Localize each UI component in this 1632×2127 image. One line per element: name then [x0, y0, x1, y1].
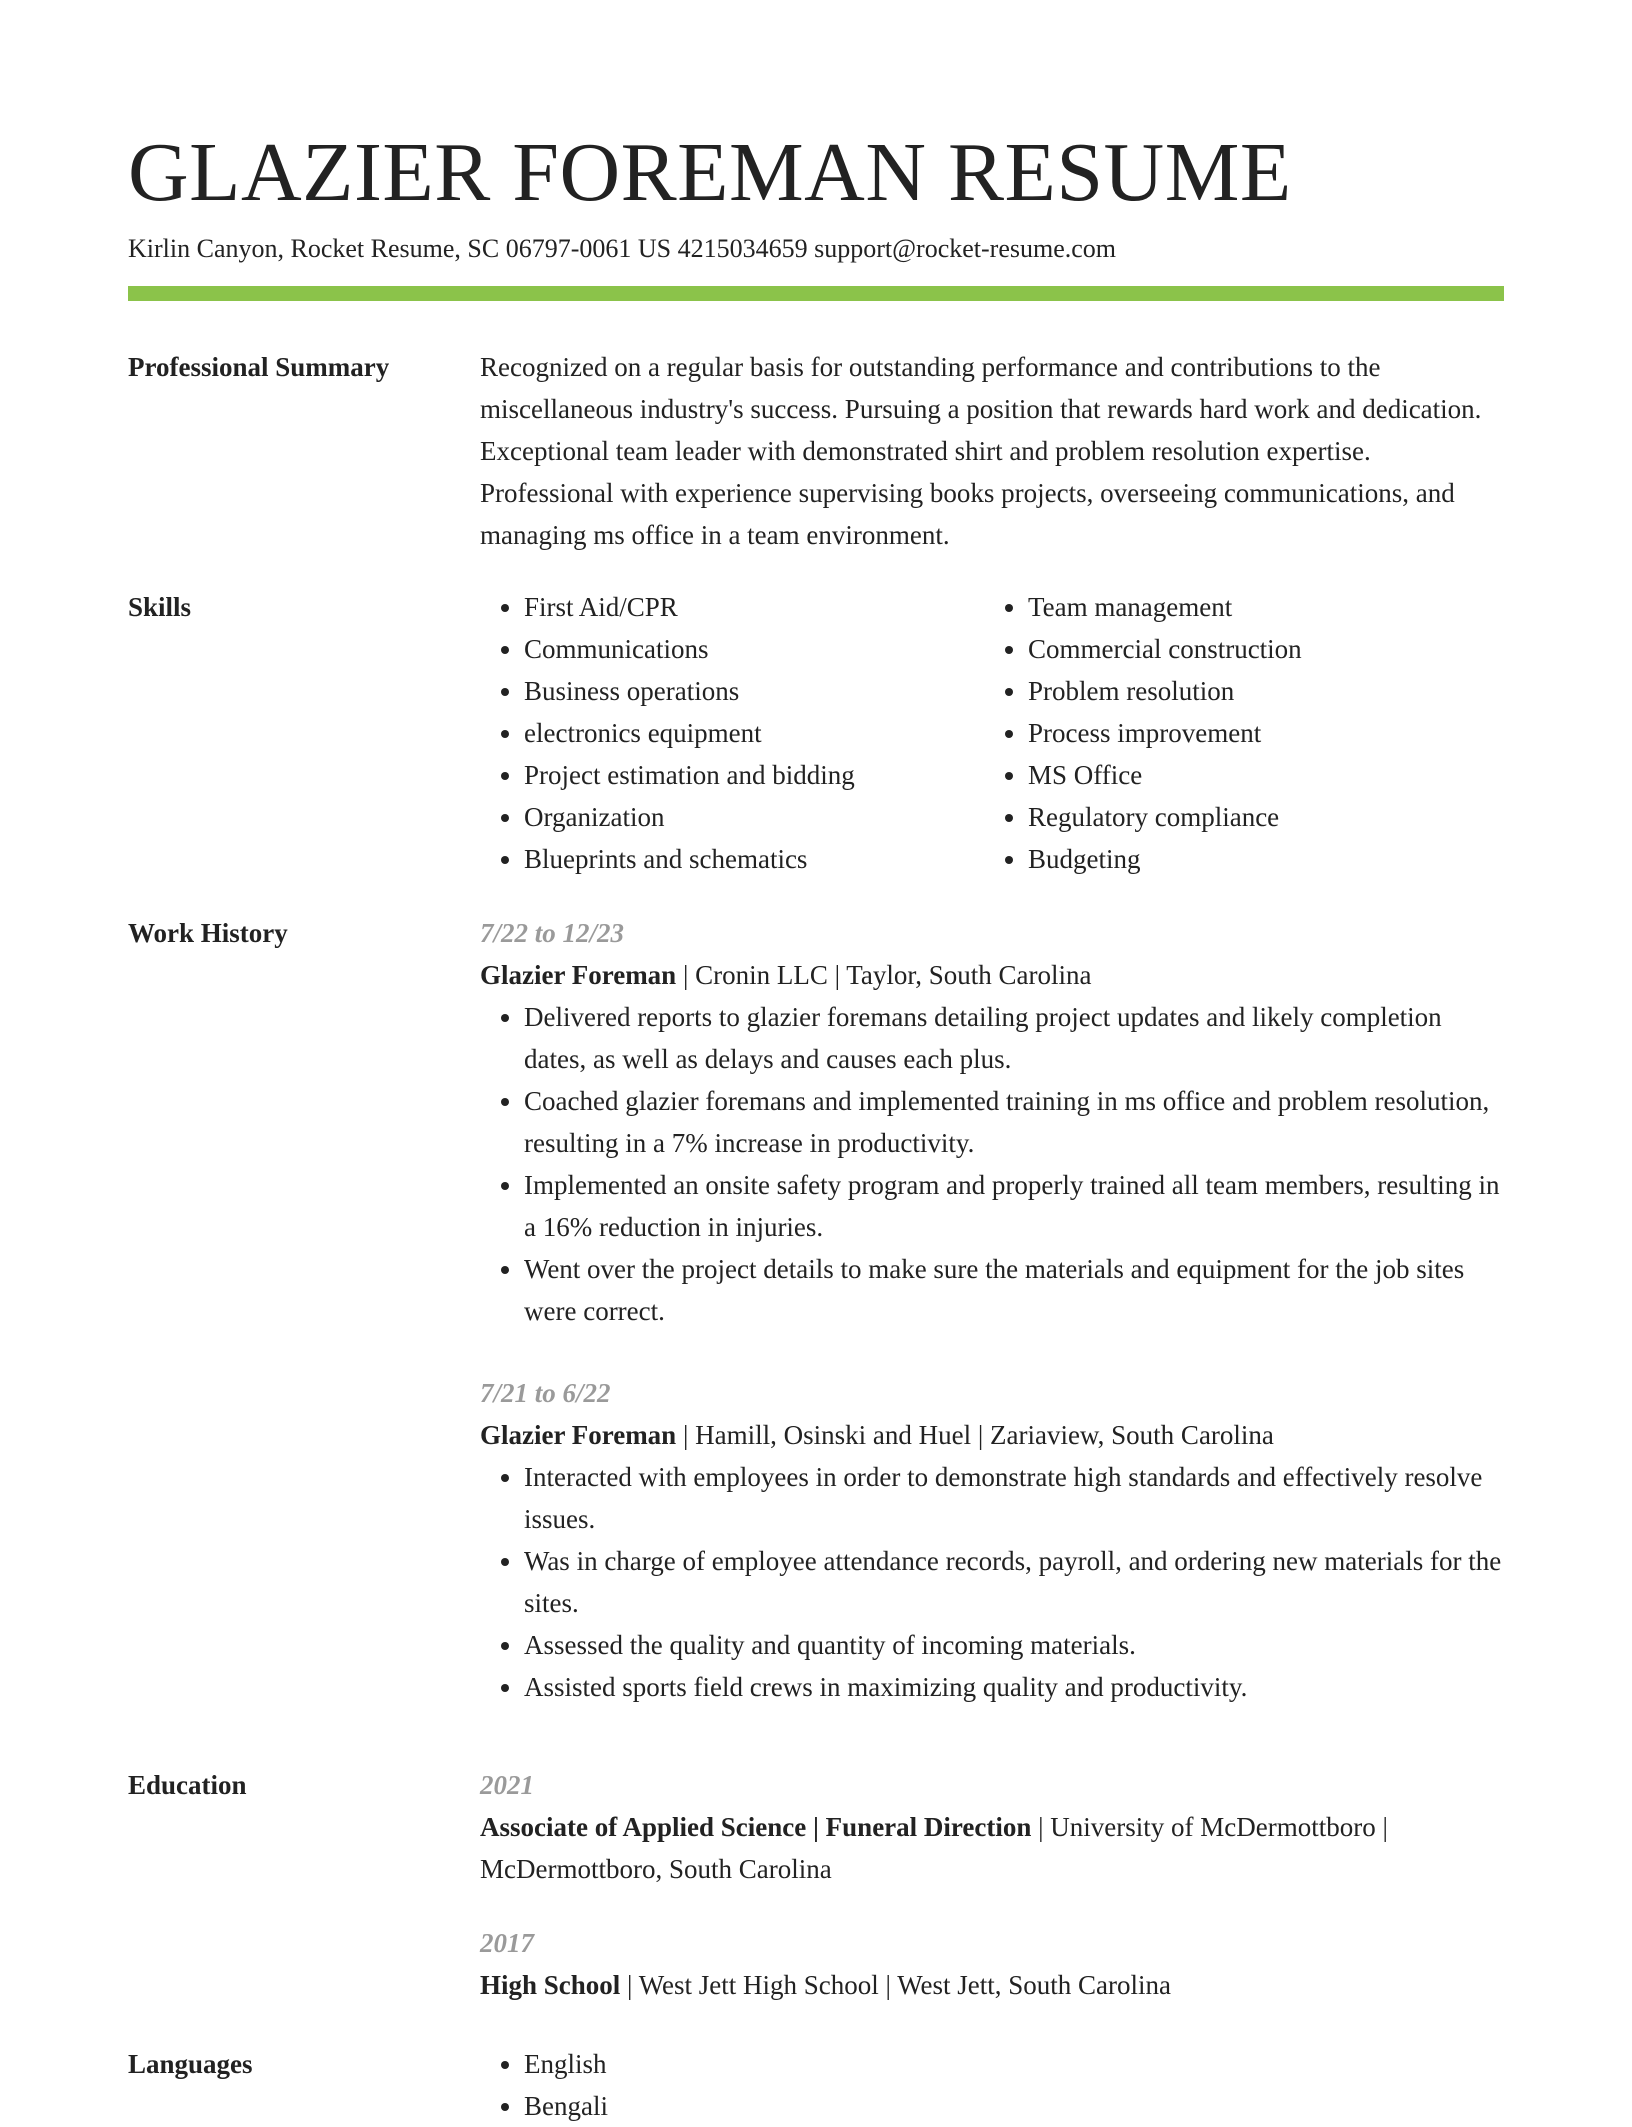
skill-item: • Business operations: [524, 670, 984, 712]
job-bullet: • Interacted with employees in order to demonstrate high standards and effectively resolve issues.: [524, 1456, 1504, 1540]
job-heading: [480, 954, 1504, 996]
skill-item: • Blueprints and schematics: [524, 838, 984, 880]
education-year: 2021: [480, 1770, 534, 1800]
skill-item: • Budgeting: [1028, 838, 1528, 880]
work-history-body: [480, 912, 1504, 1708]
skill-item: • Process improvement: [1028, 712, 1528, 754]
job-details: | Cronin LLC | Taylor, South Carolina: [676, 960, 1092, 990]
job-bullet: • Assessed the quality and quantity of incoming materials.: [524, 1624, 1504, 1666]
languages-body: [480, 2043, 1504, 2127]
job-heading: [480, 1414, 1504, 1456]
resume-title: GLAZIER FOREMAN RESUME: [128, 126, 1292, 219]
skills-list-right: [984, 586, 1528, 880]
education-degree: High School: [480, 1970, 621, 2000]
contact-line: Kirlin Canyon, Rocket Resume, SC 06797-0061 US 4215034659 support@rocket-resume.com: [128, 234, 1116, 263]
education-label: Education: [128, 1770, 247, 1800]
job-bullet: • Went over the project details to make sure the materials and equipment for the job sites were correct.: [524, 1248, 1504, 1332]
skill-item: • Regulatory compliance: [1028, 796, 1528, 838]
job-dates: 7/21 to 6/22: [480, 1378, 611, 1408]
education-degree: Associate of Applied Science | Funeral Direction: [480, 1812, 1032, 1842]
languages-list: [480, 2043, 1504, 2127]
skills-label: Skills: [128, 592, 192, 622]
job-title: Glazier Foreman: [480, 960, 677, 990]
job-entry: [480, 1372, 1504, 1708]
job-title: Glazier Foreman: [480, 1420, 677, 1450]
summary-body: [480, 346, 1504, 556]
job-entry: [480, 912, 1504, 1332]
language-item: • Bengali: [524, 2085, 1504, 2127]
skill-item: • Communications: [524, 628, 984, 670]
languages-label: Languages: [128, 2049, 253, 2079]
education-entry: [480, 1922, 1504, 2006]
job-bullet: • Coached glazier foremans and implemented training in ms office and problem resolution, resulting in a 7% increase in productivity.: [524, 1080, 1504, 1164]
work-history-label: Work History: [128, 918, 288, 948]
skill-item: • Team management: [1028, 586, 1528, 628]
job-bullet-list: [480, 1456, 1504, 1708]
education-heading: [480, 1806, 1504, 1890]
job-bullet: • Assisted sports field crews in maximizing quality and productivity.: [524, 1666, 1504, 1708]
education-heading: [480, 1964, 1504, 2006]
skill-item: • Organization: [524, 796, 984, 838]
summary-text: Recognized on a regular basis for outstanding performance and contributions to the miscellaneous industry's success. Pursuing a position that rewards hard work and dedication. Exceptional team leader with demonstrated shirt and problem resolution expertise. Professional with experience supervising books projects, overseeing communications, and managing ms office in a team environment.: [480, 352, 1482, 550]
education-details: | University of McDermottboro | McDermottboro, South Carolina: [480, 1812, 1388, 1884]
skill-item: • Commercial construction: [1028, 628, 1528, 670]
job-bullet: • Was in charge of employee attendance records, payroll, and ordering new materials for the sites.: [524, 1540, 1504, 1624]
education-entry: [480, 1764, 1504, 1890]
skill-item: • MS Office: [1028, 754, 1528, 796]
summary-label: Professional Summary: [128, 352, 390, 382]
skill-item: • Problem resolution: [1028, 670, 1528, 712]
skill-item: • First Aid/CPR: [524, 586, 984, 628]
job-bullet: • Delivered reports to glazier foremans detailing project updates and likely completion dates, as well as delays and causes each plus.: [524, 996, 1504, 1080]
accent-divider: [128, 286, 1504, 301]
skill-item: • Project estimation and bidding: [524, 754, 984, 796]
education-year: 2017: [480, 1928, 534, 1958]
job-bullet: • Implemented an onsite safety program and properly trained all team members, resulting in a 16% reduction in injuries.: [524, 1164, 1504, 1248]
education-body: [480, 1764, 1504, 2006]
skill-item: • electronics equipment: [524, 712, 984, 754]
education-details: | West Jett High School | West Jett, South Carolina: [620, 1970, 1171, 2000]
skills-list-left: [480, 586, 984, 880]
language-item: • English: [524, 2043, 1504, 2085]
job-details: | Hamill, Osinski and Huel | Zariaview, South Carolina: [676, 1420, 1274, 1450]
job-dates: 7/22 to 12/23: [480, 918, 625, 948]
job-bullet-list: [480, 996, 1504, 1332]
